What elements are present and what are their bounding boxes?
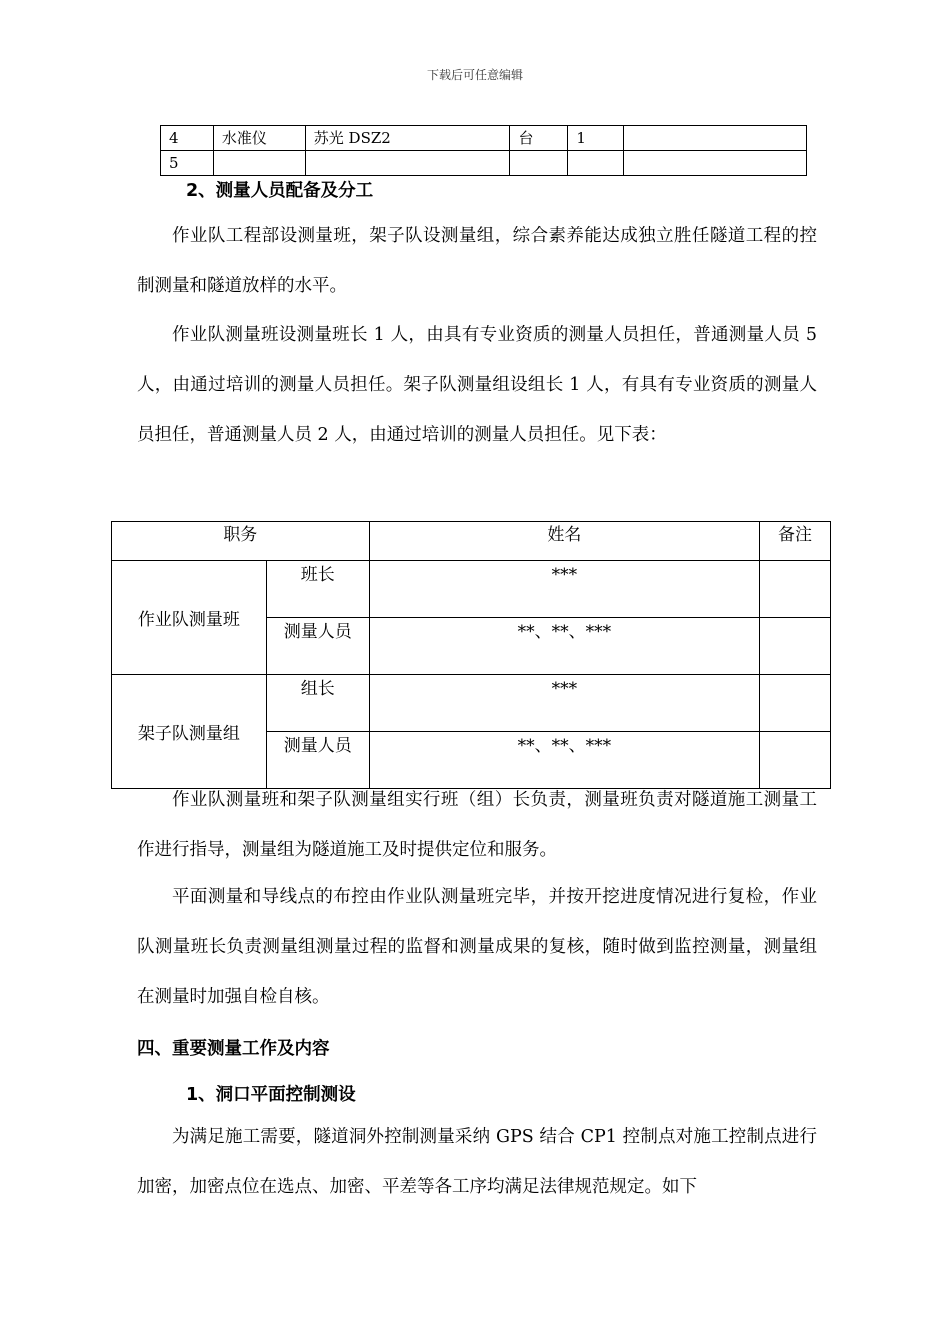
name-cell: **、**、***	[369, 618, 759, 675]
header-name: 姓名	[369, 522, 759, 561]
role-cell: 组长	[266, 675, 369, 732]
table-cell: 4	[161, 126, 214, 151]
name-cell: **、**、***	[369, 732, 759, 789]
remark-cell	[760, 675, 831, 732]
equipment-table	[160, 125, 807, 176]
paragraph: 作业队工程部设测量班，架子队设测量组，综合素养能达成独立胜任隧道工程的控制测量和隧道放样的水平。	[137, 226, 817, 296]
name-cell: ***	[369, 675, 759, 732]
paragraph: 平面测量和导线点的布控由作业队测量班完毕，并按开挖进度情况进行复检，作业队测量班长负责测量组测量过程的监督和测量成果的复核，随时做到监控测量，测量组在测量时加强自检自核。	[137, 887, 817, 1007]
table-cell: 水准仪	[213, 126, 305, 151]
name-cell: ***	[369, 561, 759, 618]
section-heading: 2、测量人员配备及分工	[186, 181, 374, 201]
table-cell	[305, 151, 510, 176]
remark-cell	[760, 618, 831, 675]
page-header: 下载后可任意编辑	[426, 68, 523, 82]
table-row	[112, 675, 831, 732]
staff-table	[111, 521, 831, 789]
table-cell	[624, 151, 807, 176]
table-cell	[624, 126, 807, 151]
table-cell: 5	[161, 151, 214, 176]
group-cell: 架子队测量组	[112, 675, 267, 789]
paragraph: 作业队测量班和架子队测量组实行班（组）长负责，测量班负责对隧道施工测量工作进行指导，测量组为隧道施工及时提供定位和服务。	[137, 790, 817, 860]
table-cell	[213, 151, 305, 176]
role-cell: 测量人员	[266, 618, 369, 675]
header-duty: 职务	[112, 522, 370, 561]
table-header-row	[112, 522, 831, 561]
paragraph: 为满足施工需要，隧道洞外控制测量采纳 GPS 结合 CP1 控制点对施工控制点进行加密，加密点位在选点、加密、平差等各工序均满足法律规范规定。如下	[137, 1127, 817, 1197]
table-row	[161, 151, 807, 176]
header-remark: 备注	[760, 522, 831, 561]
subsection-heading: 1、洞口平面控制测设	[186, 1085, 356, 1105]
table-row	[161, 126, 807, 151]
table-cell	[568, 151, 624, 176]
group-cell: 作业队测量班	[112, 561, 267, 675]
table-row	[112, 561, 831, 618]
table-cell: 苏光 DSZ2	[305, 126, 510, 151]
table-cell	[510, 151, 568, 176]
table-cell: 1	[568, 126, 624, 151]
role-cell: 班长	[266, 561, 369, 618]
role-cell: 测量人员	[266, 732, 369, 789]
paragraph: 作业队测量班设测量班长 1 人，由具有专业资质的测量人员担任，普通测量人员 5 人，由通过培训的测量人员担任。架子队测量组设组长 1 人，有具有专业资质的测量人员担任，普通测量人员 2 人，由通过培训的测量人员担任。见下表：	[137, 325, 817, 445]
remark-cell	[760, 561, 831, 618]
section-heading: 四、重要测量工作及内容	[137, 1039, 330, 1059]
table-cell: 台	[510, 126, 568, 151]
